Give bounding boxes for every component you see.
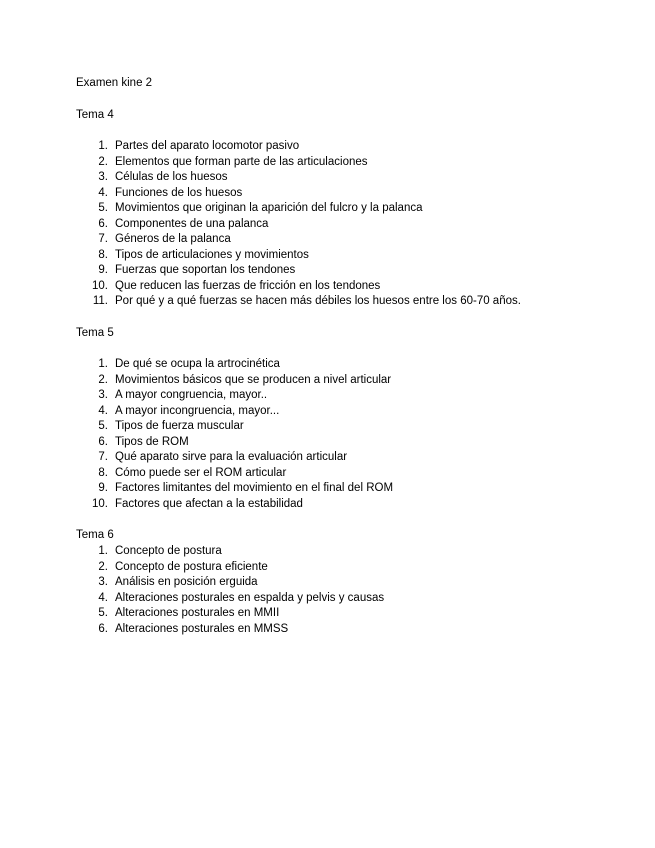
item-number: 1. bbox=[98, 140, 108, 152]
item-text: Alteraciones posturales en MMII bbox=[115, 607, 280, 619]
item-text: Alteraciones posturales en MMSS bbox=[115, 622, 289, 635]
item-text: Funciones de los huesos bbox=[115, 186, 243, 199]
item-number: 6. bbox=[98, 622, 108, 635]
item-number: 5. bbox=[98, 607, 108, 619]
item-number: 3. bbox=[98, 389, 108, 401]
item-text: Células de los huesos bbox=[115, 171, 228, 183]
item-number: 10. bbox=[92, 497, 108, 510]
item-text: Factores limitantes del movimiento en el final del ROM bbox=[115, 482, 394, 494]
item-number: 8. bbox=[98, 248, 108, 261]
item-text: Tipos de articulaciones y movimientos bbox=[115, 248, 309, 261]
item-number: 5. bbox=[98, 420, 108, 432]
section-title-tema-5: Tema 5 bbox=[76, 327, 114, 339]
document-title: Examen kine 2 bbox=[76, 77, 153, 89]
item-text: Movimientos que originan la aparición del fulcro y la palanca bbox=[115, 202, 423, 214]
section-title-tema-4: Tema 4 bbox=[76, 109, 114, 121]
item-text: Por qué y a qué fuerzas se hacen más débiles los huesos entre los 60-70 años. bbox=[115, 295, 521, 307]
item-text: Factores que afectan a la estabilidad bbox=[115, 497, 303, 510]
item-number: 4. bbox=[98, 186, 108, 199]
item-text: Fuerzas que soportan los tendones bbox=[115, 264, 296, 276]
item-text: Concepto de postura bbox=[115, 545, 222, 557]
item-number: 9. bbox=[98, 264, 108, 276]
item-number: 2. bbox=[98, 155, 108, 168]
item-text: Géneros de la palanca bbox=[115, 233, 231, 245]
item-number: 8. bbox=[98, 466, 108, 479]
item-number: 5. bbox=[98, 202, 108, 214]
item-number: 1. bbox=[98, 545, 108, 557]
item-number: 3. bbox=[98, 576, 108, 588]
item-number: 10. bbox=[92, 279, 108, 292]
item-number: 6. bbox=[98, 217, 108, 230]
item-number: 7. bbox=[98, 233, 108, 245]
item-number: 4. bbox=[98, 404, 108, 417]
item-text: Análisis en posición erguida bbox=[115, 576, 258, 588]
section-title-tema-6: Tema 6 bbox=[76, 529, 114, 541]
item-text: A mayor congruencia, mayor.. bbox=[115, 389, 268, 401]
item-text: Movimientos básicos que se producen a nivel articular bbox=[115, 373, 392, 386]
item-number: 1. bbox=[98, 358, 108, 370]
item-text: Tipos de ROM bbox=[115, 435, 189, 448]
item-text: De qué se ocupa la artrocinética bbox=[115, 358, 280, 370]
item-number: 2. bbox=[98, 560, 108, 573]
item-text: Partes del aparato locomotor pasivo bbox=[115, 140, 300, 152]
item-text: Componentes de una palanca bbox=[115, 217, 269, 230]
item-number: 11. bbox=[92, 295, 108, 307]
item-text: Cómo puede ser el ROM articular bbox=[115, 466, 287, 479]
item-text: Elementos que forman parte de las articulaciones bbox=[115, 155, 368, 168]
item-number: 4. bbox=[98, 591, 108, 604]
item-number: 3. bbox=[98, 171, 108, 183]
item-number: 7. bbox=[98, 451, 108, 463]
item-text: Alteraciones posturales en espalda y pelvis y causas bbox=[115, 591, 385, 604]
item-text: Que reducen las fuerzas de fricción en los tendones bbox=[115, 279, 381, 292]
item-number: 9. bbox=[98, 482, 108, 494]
item-text: Qué aparato sirve para la evaluación articular bbox=[115, 451, 348, 463]
item-number: 6. bbox=[98, 435, 108, 448]
item-text: A mayor incongruencia, mayor... bbox=[115, 404, 280, 417]
item-text: Concepto de postura eficiente bbox=[115, 560, 268, 573]
item-number: 2. bbox=[98, 373, 108, 386]
item-text: Tipos de fuerza muscular bbox=[115, 420, 244, 432]
